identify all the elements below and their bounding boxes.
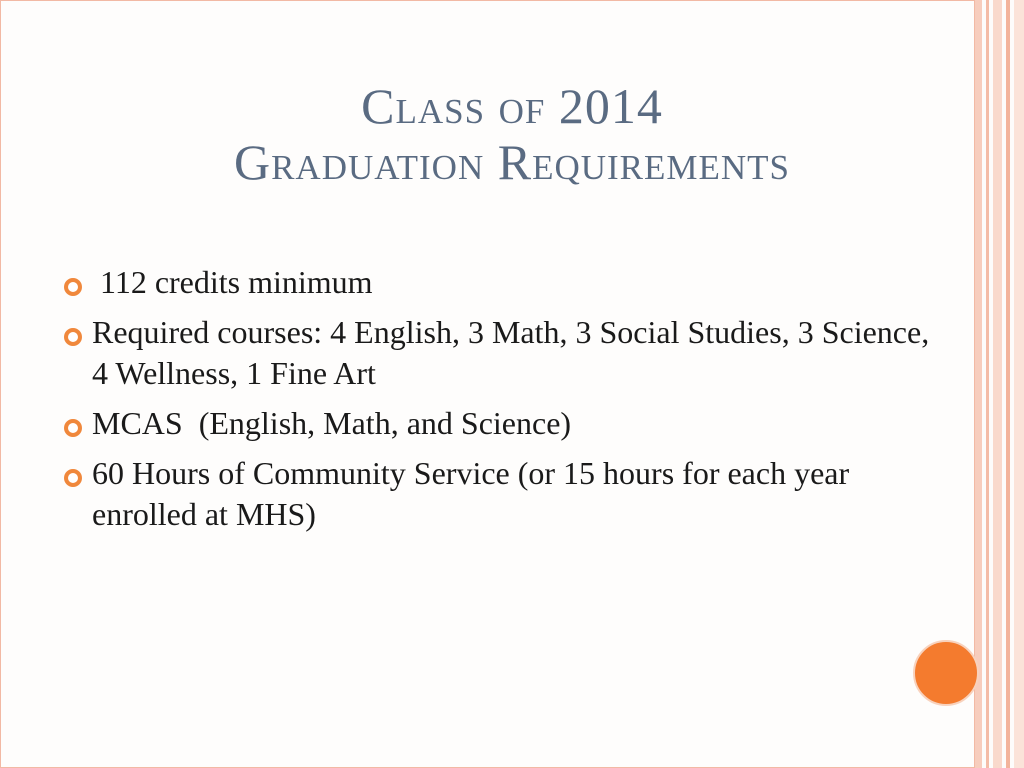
bullet-text: 112 credits minimum — [92, 264, 373, 300]
bullet-icon — [64, 278, 82, 296]
bullet-icon — [64, 328, 82, 346]
title-line-1: Class of 2014 — [361, 78, 663, 134]
slide-title — [0, 78, 1024, 190]
bullet-icon — [64, 469, 82, 487]
bullet-text: Required courses: 4 English, 3 Math, 3 Social Studies, 3 Science, 4 Wellness, 1 Fine Art — [92, 314, 930, 391]
bullet-list — [62, 262, 942, 544]
list-item — [62, 453, 942, 535]
bullet-text: 60 Hours of Community Service (or 15 hours for each year enrolled at MHS) — [92, 455, 850, 532]
list-item — [62, 403, 942, 444]
decorative-circle — [913, 640, 979, 706]
bullet-icon — [64, 419, 82, 437]
bullet-text: MCAS (English, Math, and Science) — [92, 405, 572, 441]
title-line-2: Graduation Requirements — [233, 134, 791, 190]
list-item — [62, 262, 942, 303]
list-item — [62, 312, 942, 394]
